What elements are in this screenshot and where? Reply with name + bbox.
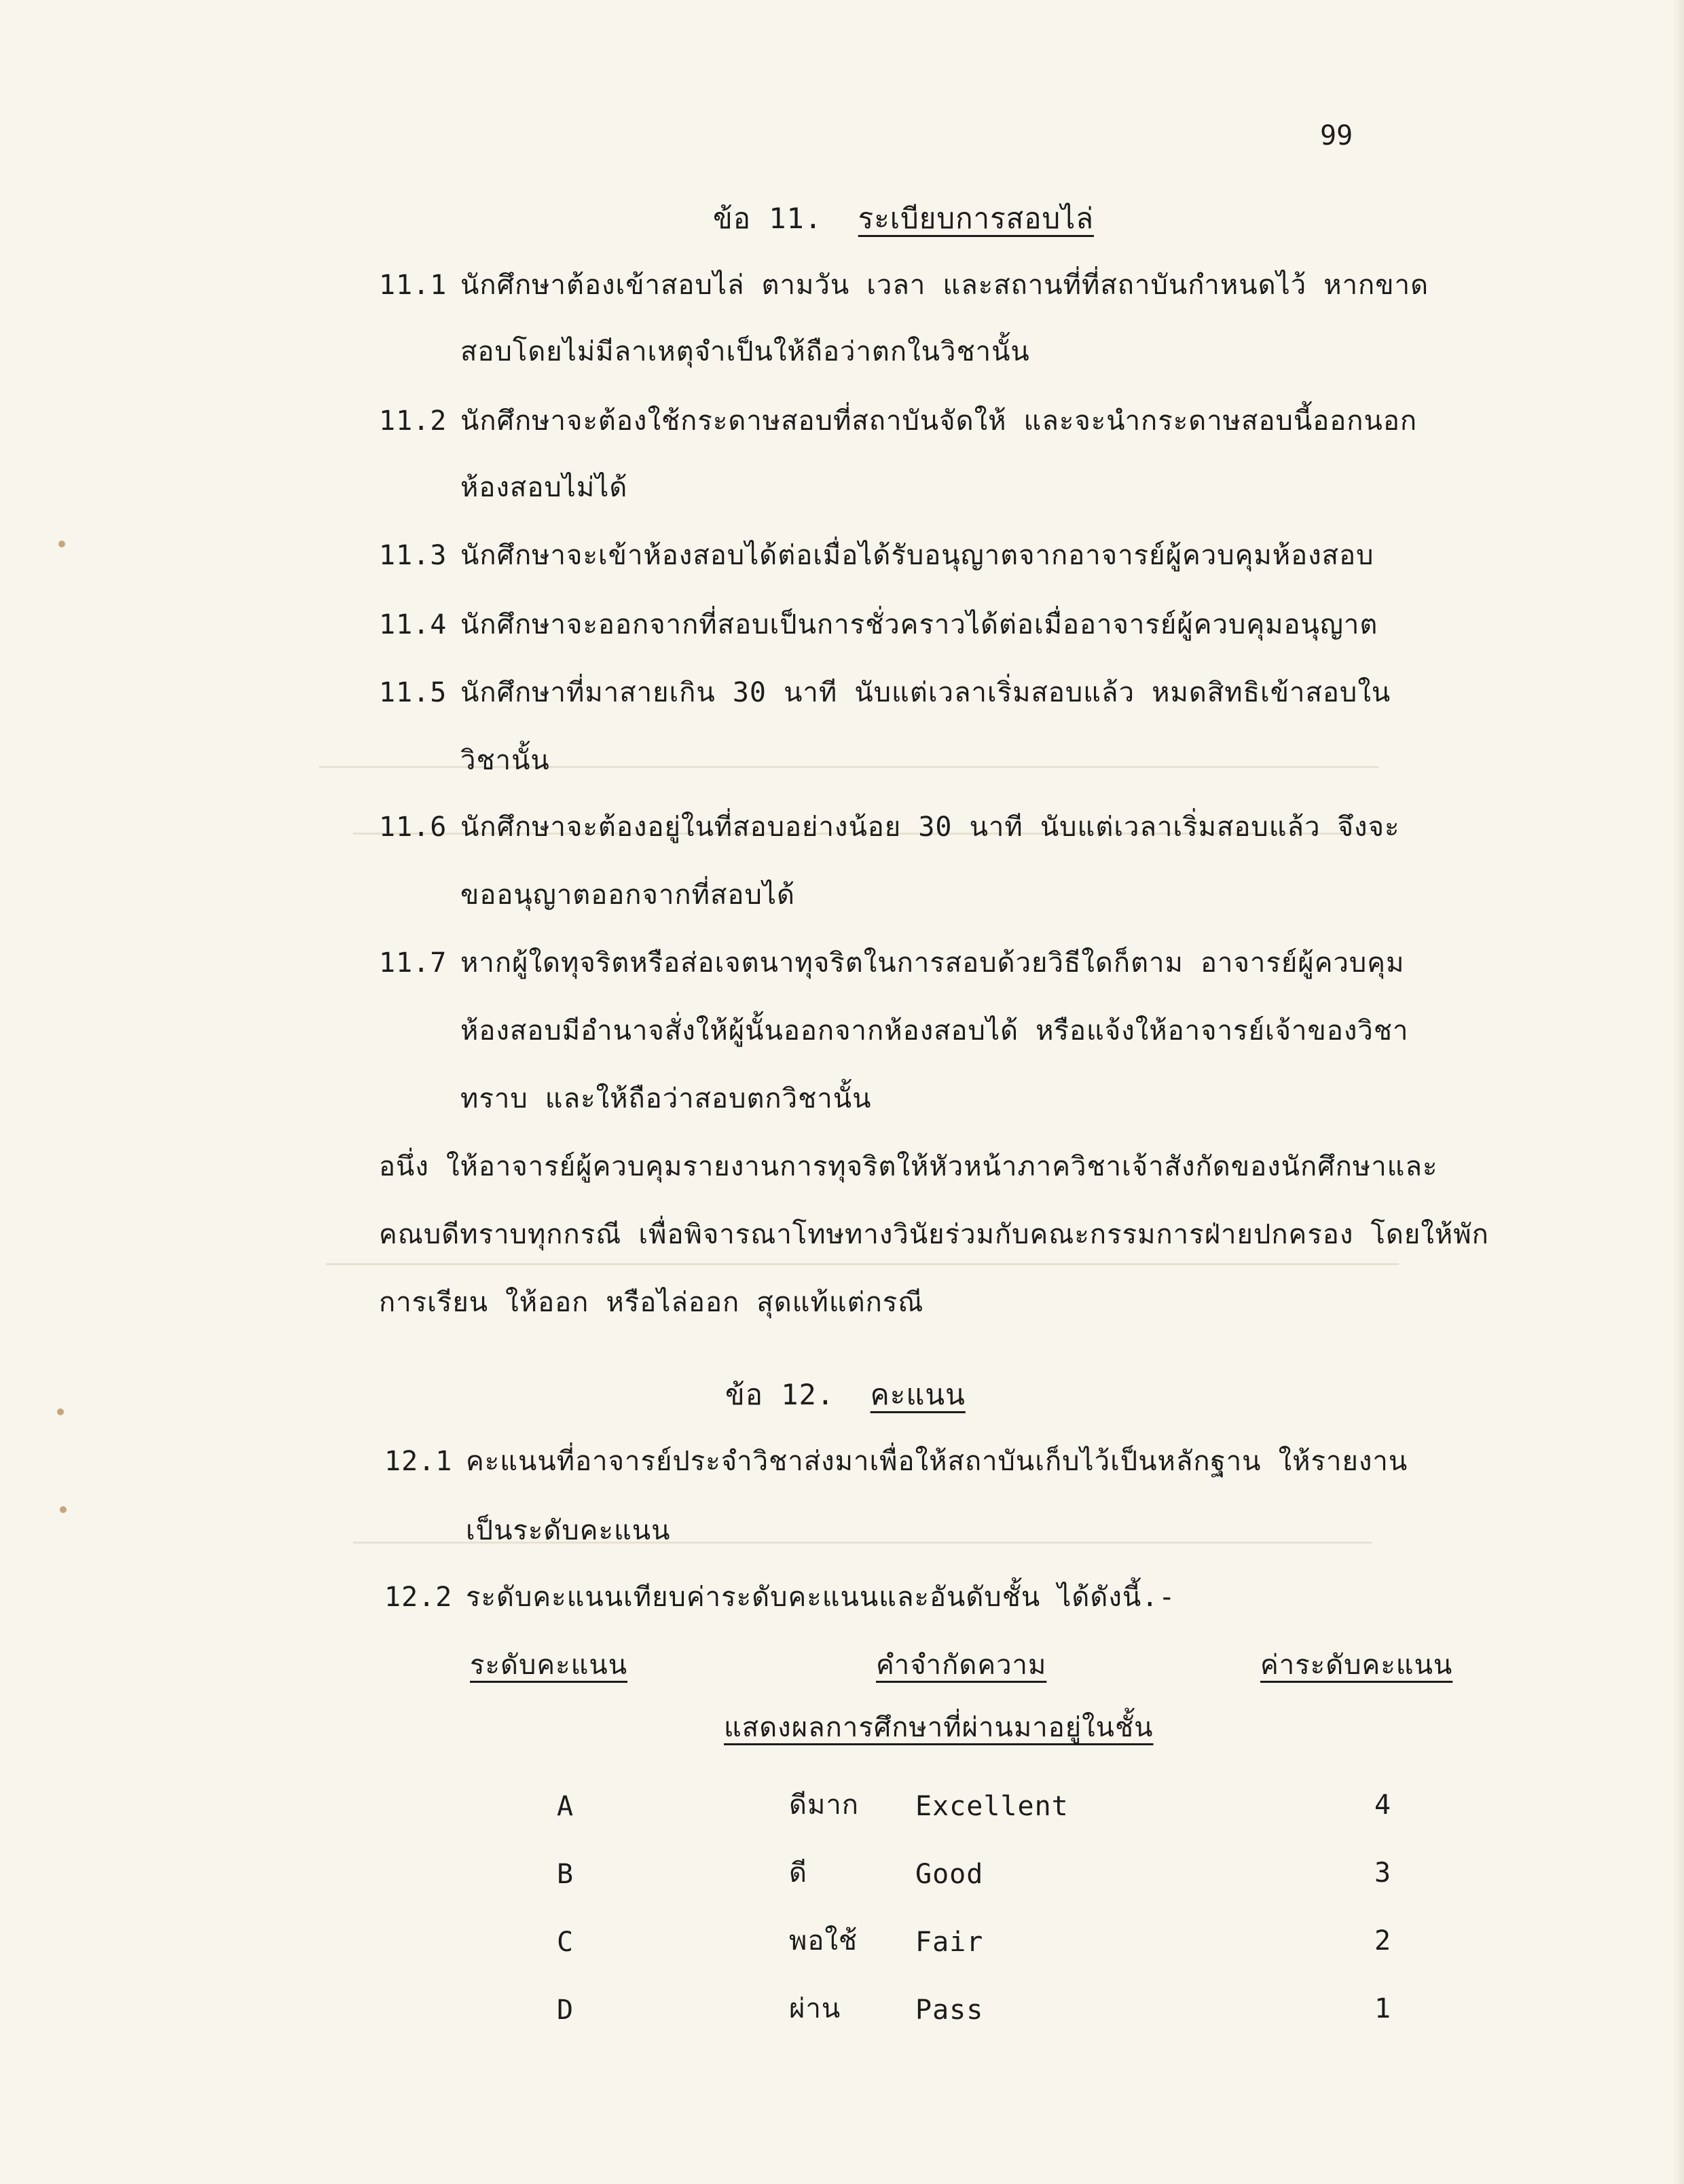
item-text: หากผู้ใดทุจริตหรือส่อเจตนาทุจริตในการสอบด้วยวิธีใดก็ตาม อาจารย์ผู้ควบคุม [460, 947, 1405, 979]
item-11-7-cont: ทราบ และให้ถือว่าสอบตกวิชานั้น [460, 1083, 872, 1114]
item-11-5 [379, 674, 1391, 712]
table-header-grade: ระดับคะแนน [470, 1650, 628, 1681]
paper-spot [58, 541, 65, 547]
item-text: นักศึกษาที่มาสายเกิน 30 นาที นับแต่เวลาเริ่มสอบแล้ว หมดสิทธิเข้าสอบใน [460, 677, 1391, 708]
item-11-5-cont: วิชานั้น [460, 745, 550, 776]
paragraph-line: การเรียน ให้ออก หรือไล่ออก สุดแท้แต่กรณี [379, 1287, 924, 1318]
item-12-2 [384, 1578, 1175, 1616]
item-11-1-cont: สอบโดยไม่มีลาเหตุจำเป็นให้ถือว่าตกในวิชานั้น [460, 336, 1030, 367]
table-subheader: แสดงผลการศึกษาที่ผ่านมาอยู่ในชั้น [724, 1712, 1154, 1743]
page-number: 99 [1320, 120, 1353, 151]
grade-thai-definition: ผ่าน [789, 1993, 841, 2024]
item-text: ระดับคะแนนเทียบค่าระดับคะแนนและอันดับชั้น ได้ดังนี้.- [466, 1582, 1176, 1613]
grade-english-definition: Fair [915, 1927, 984, 1958]
item-12-1 [384, 1442, 1408, 1480]
page-edge-shadow [1673, 0, 1684, 2184]
item-text: นักศึกษาจะออกจากที่สอบเป็นการชั่วคราวได้ต่อเมื่ออาจารย์ผู้ควบคุมอนุญาต [460, 609, 1378, 640]
grade-thai-definition: ดี [789, 1857, 807, 1889]
paper-spot [57, 1408, 64, 1415]
paragraph-line: คณบดีทราบทุกกรณี เพื่อพิจารณาโทษทางวินัยร่วมกับคณะกรรมการฝ่ายปกครอง โดยให้พัก [379, 1219, 1489, 1250]
item-number: 11.6 [379, 812, 447, 843]
item-12-1-cont: เป็นระดับคะแนน [466, 1515, 671, 1546]
grade-letter: D [557, 1995, 574, 2026]
item-number: 11.5 [379, 677, 447, 708]
grade-english-definition: Pass [915, 1995, 984, 2026]
grade-english-definition: Good [915, 1859, 984, 1890]
table-header-definition: คำจำกัดความ [876, 1650, 1047, 1681]
item-number: 11.4 [379, 609, 447, 640]
item-11-3 [379, 536, 1374, 575]
item-11-7 [379, 944, 1404, 982]
item-number: 12.2 [384, 1582, 453, 1613]
item-text: คะแนนที่อาจารย์ประจำวิชาส่งมาเพื่อให้สถาบันเก็บไว้เป็นหลักฐาน ให้รายงาน [466, 1446, 1408, 1477]
section-11-label: ข้อ 11. [713, 202, 823, 235]
item-11-2 [379, 402, 1417, 440]
grade-letter: A [557, 1791, 574, 1822]
item-text: นักศึกษาจะต้องใช้กระดาษสอบที่สถาบันจัดให้ และจะนำกระดาษสอบนี้ออกนอก [460, 405, 1418, 437]
grade-value: 3 [1374, 1857, 1392, 1889]
item-number: 11.1 [379, 270, 447, 301]
bleed-through-mark [326, 1263, 1399, 1265]
item-11-2-cont: ห้องสอบไม่ได้ [460, 472, 628, 503]
section-11-title: ระเบียบการสอบไล่ [858, 202, 1095, 235]
grade-thai-definition: ดีมาก [789, 1789, 860, 1821]
grade-english-definition: Excellent [915, 1791, 1069, 1822]
item-number: 11.3 [379, 540, 447, 571]
item-number: 11.2 [379, 405, 447, 437]
paragraph-line: อนึ่ง ให้อาจารย์ผู้ควบคุมรายงานการทุจริตให้หัวหน้าภาควิชาเจ้าสังกัดของนักศึกษาและ [379, 1151, 1438, 1182]
paper-spot [60, 1506, 67, 1513]
grade-letter: B [557, 1859, 574, 1890]
section-12-title: คะแนน [870, 1378, 966, 1411]
item-text: นักศึกษาต้องเข้าสอบไล่ ตามวัน เวลา และสถานที่ที่สถาบันกำหนดไว้ หากขาด [460, 270, 1429, 301]
item-number: 12.1 [384, 1446, 453, 1477]
grade-value: 1 [1374, 1993, 1392, 2024]
section-12-label: ข้อ 12. [725, 1378, 835, 1411]
item-11-4 [379, 606, 1378, 644]
item-number: 11.7 [379, 947, 447, 979]
section-11-heading [713, 200, 1094, 238]
item-text: นักศึกษาจะต้องอยู่ในที่สอบอย่างน้อย 30 นาที นับแต่เวลาเริ่มสอบแล้ว จึงจะ [460, 812, 1400, 843]
table-header-value: ค่าระดับคะแนน [1260, 1650, 1453, 1681]
grade-letter: C [557, 1927, 574, 1958]
item-11-6-cont: ขออนุญาตออกจากที่สอบได้ [460, 879, 795, 911]
item-11-7-cont: ห้องสอบมีอำนาจสั่งให้ผู้นั้นออกจากห้องสอบได้ หรือแจ้งให้อาจารย์เจ้าของวิชา [460, 1015, 1409, 1046]
grade-value: 4 [1374, 1789, 1392, 1821]
section-12-heading [725, 1376, 966, 1414]
item-11-1 [379, 266, 1429, 304]
grade-value: 2 [1374, 1925, 1392, 1956]
item-text: นักศึกษาจะเข้าห้องสอบได้ต่อเมื่อได้รับอนุญาตจากอาจารย์ผู้ควบคุมห้องสอบ [460, 540, 1374, 571]
grade-thai-definition: พอใช้ [789, 1925, 858, 1956]
item-11-6 [379, 808, 1400, 846]
